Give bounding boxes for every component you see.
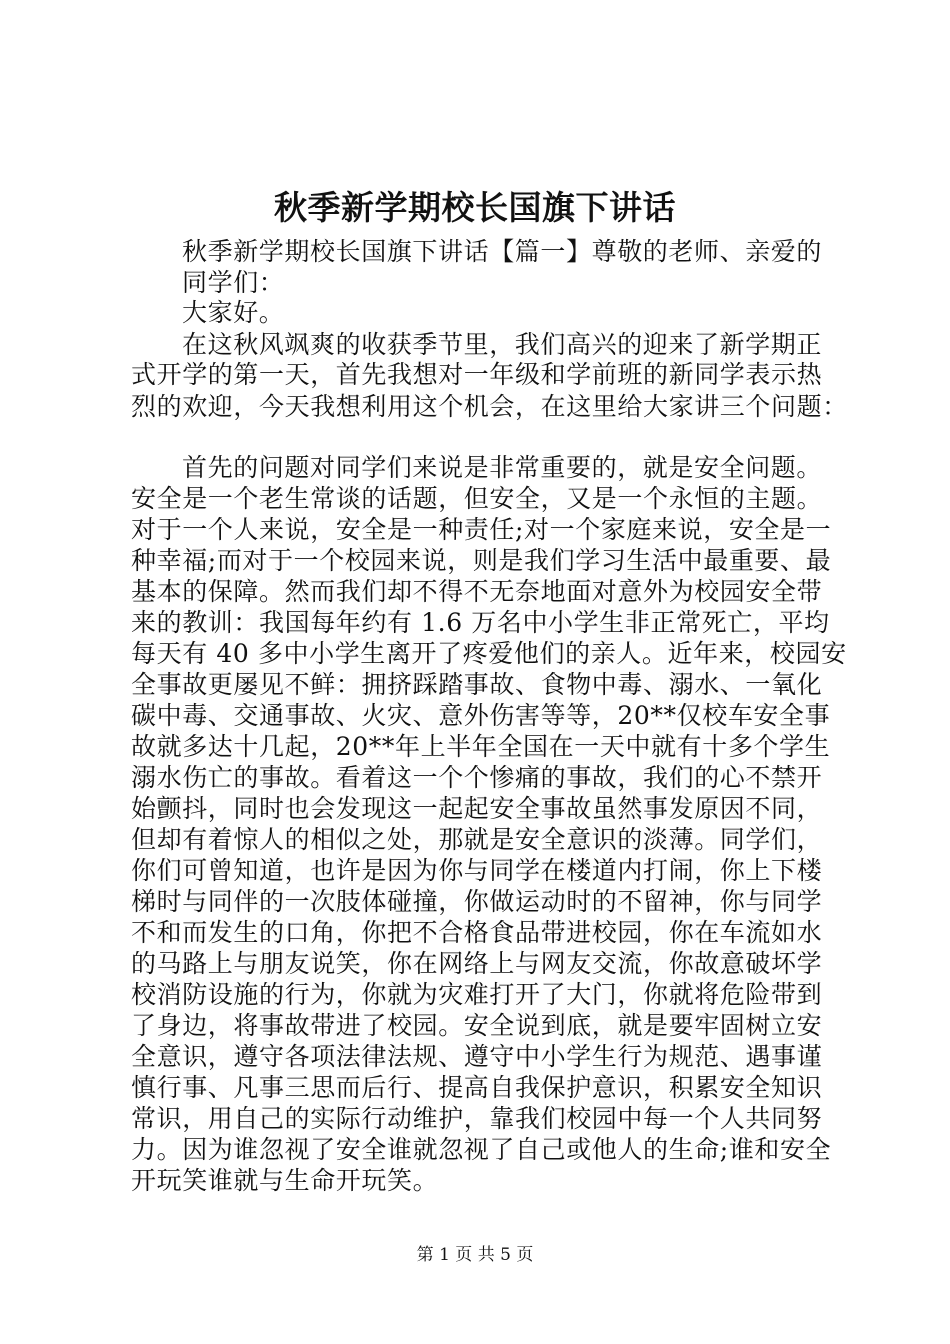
text-line: 全事故更屡见不鲜：拥挤踩踏事故、食物中毒、溺水、一氧化 xyxy=(131,670,823,699)
text-line: 慎行事、凡事三思而后行、提高自我保护意识，积累安全知识 xyxy=(131,1073,823,1102)
text-line: 同学们： xyxy=(182,268,285,297)
text-line: 力。因为谁忽视了安全谁就忽视了自己或他人的生命;谁和安全 xyxy=(131,1135,832,1164)
text-line: 常识，用自己的实际行动维护，靠我们校园中每一个人共同努 xyxy=(131,1104,823,1133)
page-number-footer: 第 1 页 共 5 页 xyxy=(416,1245,534,1265)
text-line: 秋季新学期校长国旗下讲话【篇一】尊敬的老师、亲爱的 xyxy=(182,237,823,266)
document-title: 秋季新学期校长国旗下讲话 xyxy=(274,188,676,227)
text-line: 不和而发生的口角，你把不合格食品带进校园，你在车流如水 xyxy=(131,918,823,947)
text-line: 安全是一个老生常谈的话题，但安全，又是一个永恒的主题。 xyxy=(131,484,823,513)
text-line: 在这秋风飒爽的收获季节里，我们高兴的迎来了新学期正 xyxy=(182,330,823,359)
text-line: 始颤抖，同时也会发现这一起起安全事故虽然事发原因不同， xyxy=(131,794,823,823)
text-line: 但却有着惊人的相似之处，那就是安全意识的淡薄。同学们， xyxy=(131,825,823,854)
text-line: 大家好。 xyxy=(182,298,285,327)
text-line: 烈的欢迎，今天我想利用这个机会，在这里给大家讲三个问题： xyxy=(131,392,848,421)
text-line: 梯时与同伴的一次肢体碰撞，你做运动时的不留神，你与同学 xyxy=(131,887,823,916)
text-line: 开玩笑谁就与生命开玩笑。 xyxy=(131,1166,439,1195)
text-line: 式开学的第一天，首先我想对一年级和学前班的新同学表示热 xyxy=(131,360,823,389)
text-line: 了身边，将事故带进了校园。安全说到底，就是要牢固树立安 xyxy=(131,1011,823,1040)
text-line: 故就多达十几起，20**年上半年全国在一天中就有十多个学生 xyxy=(131,732,831,761)
text-line: 每天有 40 多中小学生离开了疼爱他们的亲人。近年来，校园安 xyxy=(131,639,847,668)
text-line: 你们可曾知道，也许是因为你与同学在楼道内打闹，你上下楼 xyxy=(131,856,823,885)
text-line: 首先的问题对同学们来说是非常重要的，就是安全问题。 xyxy=(182,453,823,482)
text-line: 校消防设施的行为，你就为灾难打开了大门，你就将危险带到 xyxy=(131,980,823,1009)
text-line: 的马路上与朋友说笑，你在网络上与网友交流，你故意破坏学 xyxy=(131,949,823,978)
text-line: 基本的保障。然而我们却不得不无奈地面对意外为校园安全带 xyxy=(131,577,823,606)
text-line: 对于一个人来说，安全是一种责任;对一个家庭来说，安全是一 xyxy=(131,515,832,544)
text-line: 来的教训：我国每年约有 1.6 万名中小学生非正常死亡，平均 xyxy=(131,608,830,637)
text-line: 溺水伤亡的事故。看着这一个个惨痛的事故，我们的心不禁开 xyxy=(131,763,823,792)
text-line: 全意识，遵守各项法律法规、遵守中小学生行为规范、遇事谨 xyxy=(131,1042,823,1071)
text-line: 种幸福;而对于一个校园来说，则是我们学习生活中最重要、最 xyxy=(131,546,832,575)
text-line: 碳中毒、交通事故、火灾、意外伤害等等，20**仅校车安全事 xyxy=(131,701,831,730)
